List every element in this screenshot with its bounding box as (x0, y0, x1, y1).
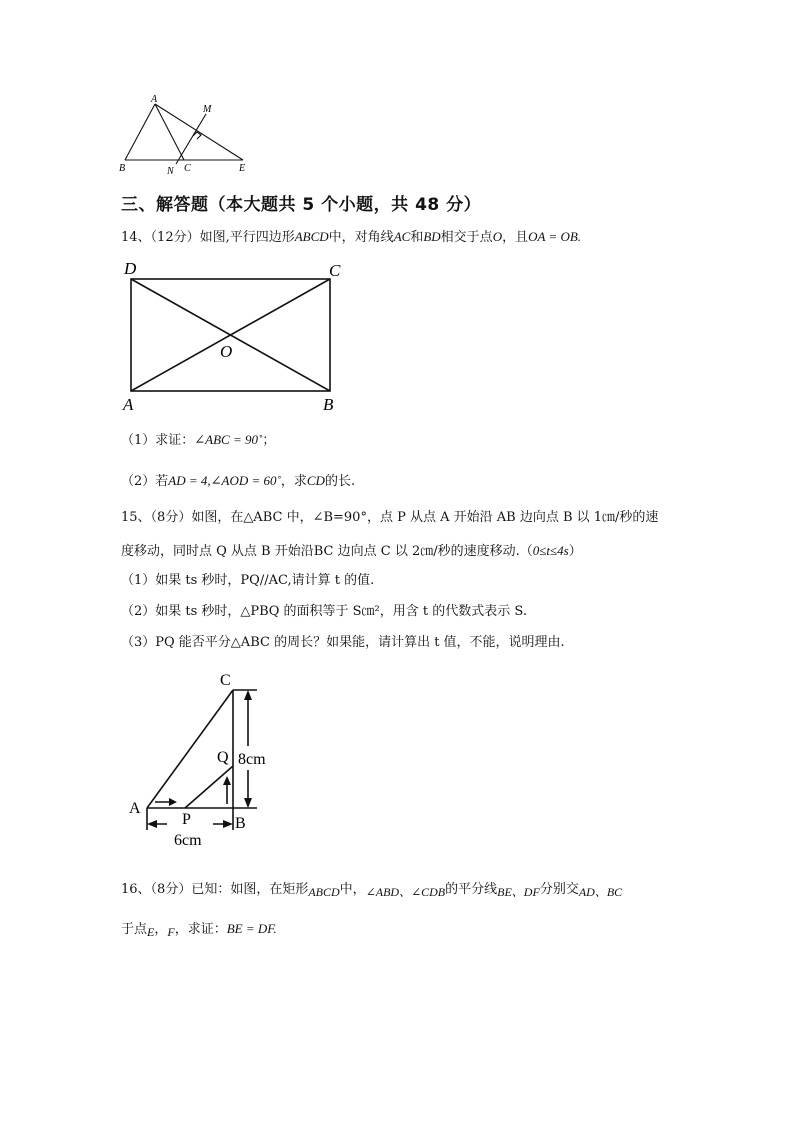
fig-label-n: N (167, 166, 174, 177)
q15-part3: （3）PQ 能否平分△ABC 的周长？如果能，请计算出 t 值，不能，说明理由. (121, 635, 565, 650)
tri-label-a: A (129, 800, 141, 817)
q14-oa-ob: OA = OB. (528, 229, 582, 244)
q15-line2 (121, 542, 582, 561)
rect-label-d: D (124, 259, 137, 278)
q14-part1 (121, 431, 275, 450)
arrowhead-6cm-right (223, 820, 233, 828)
right-triangle-figure (125, 668, 285, 853)
q16-e: E (147, 925, 155, 939)
fig-label-m: M (203, 104, 212, 115)
q15-part2: （2）如果 ts 秒时，△PBQ 的面积等于 S㎝²，用含 t 的代数式表示 S. (121, 604, 527, 619)
q15-line2-prefix: 度移动，同时点 Q 从点 B 开始沿BC 边向点 C 以 2㎝/秒的速度移动.（ (121, 544, 533, 559)
arrowhead-q (223, 776, 231, 785)
q14-part2-math: AD = 4,∠AOD = 60˚ (168, 473, 281, 488)
q16-line2 (121, 920, 277, 939)
q14-stem-mid1: 中，对角线 (328, 230, 394, 245)
segment-nm (176, 114, 206, 164)
q14-o: O (492, 229, 503, 244)
tri-label-q: Q (217, 749, 229, 766)
q16-f: F (167, 925, 175, 939)
q14-abcd: ABCD (294, 229, 329, 244)
fig-label-b: B (119, 163, 126, 174)
q16-comma: ， (154, 922, 168, 937)
q14-bd: BD (423, 229, 441, 244)
triangle-figure (115, 92, 255, 177)
q14-part2-prefix: （2）若 (121, 474, 169, 489)
q16-line2-prefix: 于点 (121, 922, 148, 937)
q14-stem (121, 228, 581, 247)
rect-label-c: C (329, 261, 341, 280)
fig-label-e: E (239, 163, 246, 174)
tri-label-8cm: 8cm (238, 751, 266, 768)
q14-stem-mid2: 和 (410, 230, 424, 245)
segment-ab (125, 104, 155, 160)
q14-part1-math: ∠ABC = 90˚ (194, 432, 263, 447)
q14-part2-cd: CD (306, 473, 325, 488)
fig-label-c: C (184, 163, 191, 174)
q16-proof: BE = DF. (226, 921, 277, 936)
q15-line1: 15、（8分）如图，在△ABC 中，∠B=90°，点 P 从点 A 开始沿 AB 边向点 B 以 1㎝/秒的速 (121, 510, 659, 525)
tri-label-b: B (235, 815, 246, 832)
segment-pq (185, 766, 233, 808)
q14-part2-mid: ，求 (280, 474, 307, 489)
q16-prefix: 16、（8分）已知：如图，在矩形 (121, 882, 309, 897)
rect-label-o: O (220, 342, 233, 361)
q15-range: 0≤t≤4s (532, 543, 569, 558)
q16-angles: ∠ABD、∠CDB (365, 885, 446, 899)
tri-label-c: C (220, 672, 231, 689)
section-heading: 三、解答题（本大题共 5 个小题，共 48 分） (121, 195, 482, 215)
segment-ae (155, 104, 243, 160)
tri-label-p: P (182, 811, 191, 828)
q14-part2 (121, 472, 355, 491)
arrowhead-6cm-left (147, 820, 157, 828)
tri-label-6cm: 6cm (174, 832, 202, 849)
fig-label-a: A (151, 94, 158, 105)
q15-line2-suffix: ） (568, 544, 582, 559)
q16-mid1: 中， (339, 882, 366, 897)
q14-stem-prefix: 14、（12分）如图,平行四边形 (121, 230, 295, 245)
q16-mid2: 的平分线 (445, 882, 498, 897)
segment-ac (155, 104, 184, 160)
q14-part2-suffix: 的长. (324, 474, 356, 489)
arrowhead-8cm-down (244, 798, 252, 808)
q14-stem-mid3: 相交于点 (440, 230, 493, 245)
q14-part1-suffix: ； (262, 433, 276, 448)
q16-lines: BE、DF (497, 885, 540, 899)
q14-stem-mid4: ，且 (502, 230, 529, 245)
rect-label-a: A (123, 395, 134, 414)
q14-part1-prefix: （1）求证： (121, 433, 195, 448)
q16-abcd: ABCD (308, 885, 340, 899)
rectangle-figure (118, 255, 353, 417)
q16-line1 (121, 880, 622, 899)
q16-line2-mid: ，求证： (174, 922, 227, 937)
q15-part1: （1）如果 ts 秒时，PQ//AC,请计算 t 的值. (121, 573, 375, 588)
arrowhead-8cm-up (244, 690, 252, 700)
q16-sides: AD、BC (578, 885, 623, 899)
rect-label-b: B (323, 395, 334, 414)
q16-mid3: 分别交 (539, 882, 579, 897)
q14-ac: AC (393, 229, 411, 244)
arrowhead-p (169, 798, 177, 806)
